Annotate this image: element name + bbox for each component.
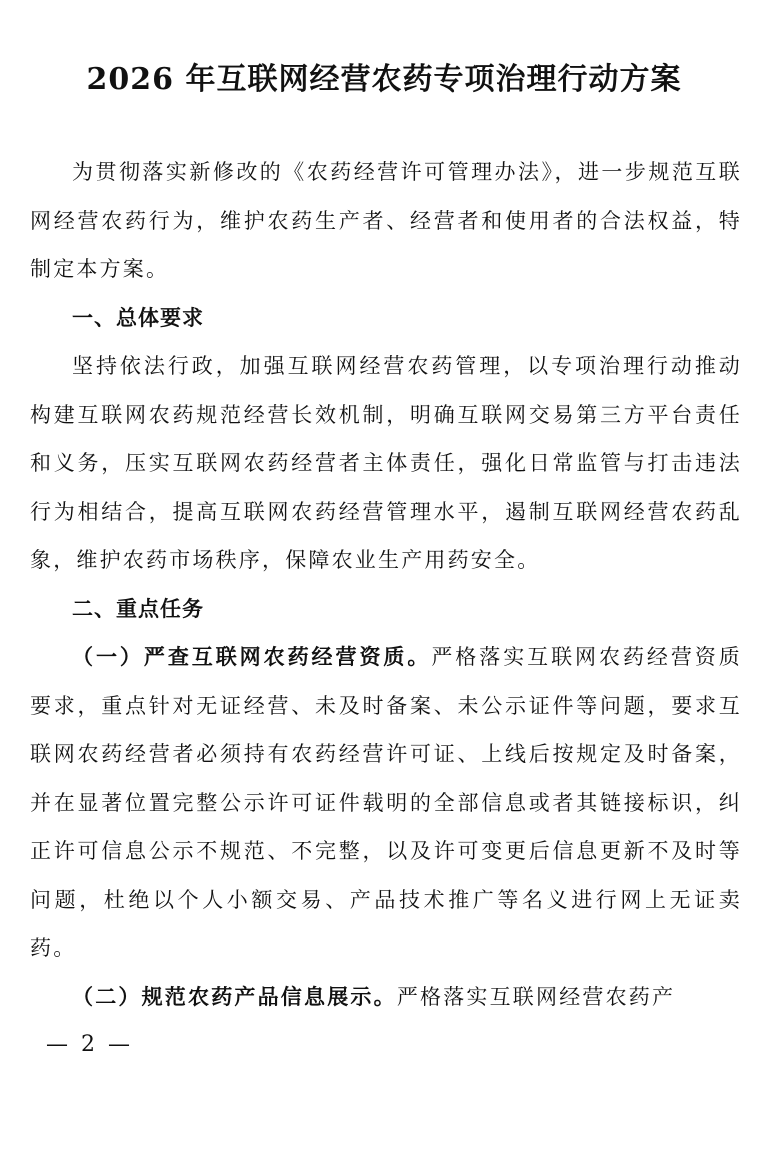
section1-heading: 一、总体要求 bbox=[72, 304, 204, 330]
intro-paragraph: 为贯彻落实新修改的《农药经营许可管理办法》，进一步规范互联网经营农药行为，维护农药生产者、经营者和使用者的合法权益，特制定本方案。 bbox=[30, 160, 742, 281]
page-number: — 2 — bbox=[46, 1032, 133, 1057]
section2-item2-paragraph bbox=[30, 973, 742, 1022]
section2-item2-lead: （二）规范农药产品信息展示。 bbox=[72, 983, 397, 1009]
document-body bbox=[30, 148, 742, 1021]
section2-item2-text: 严格落实互联网经营农药产 bbox=[396, 984, 676, 1009]
section2-item1-paragraph bbox=[30, 633, 742, 973]
section2-heading: 二、重点任务 bbox=[72, 595, 204, 621]
section1-paragraph: 坚持依法行政，加强互联网经营农药管理，以专项治理行动推动构建互联网农药规范经营长效机制，明确互联网交易第三方平台责任和义务，压实互联网农药经营者主体责任，强化日常监管与打击违法行为相结合，提高互联网农药经营管理水平，遏制互联网经营农药乱象，维护农药市场秩序，保障农业生产用药安全。 bbox=[30, 354, 742, 572]
section2-item1-lead: （一）严查互联网农药经营资质。 bbox=[72, 644, 432, 669]
section2-item1-text: 严格落实互联网农药经营资质要求，重点针对无证经营、未及时备案、未公示证件等问题，要求互联网农药经营者必须持有农药经营许可证、上线后按规定及时备案，并在显著位置完整公示许可证件载明的全部信息或者其链接标识，纠正许可信息公示不规范、不完整，以及许可变更后信息更新不及时等问题，杜绝以个人小额交易、产品技术推广等名义进行网上无证卖药。 bbox=[30, 645, 742, 960]
document-title: 2026 年互联网经营农药专项治理行动方案 bbox=[86, 62, 682, 97]
